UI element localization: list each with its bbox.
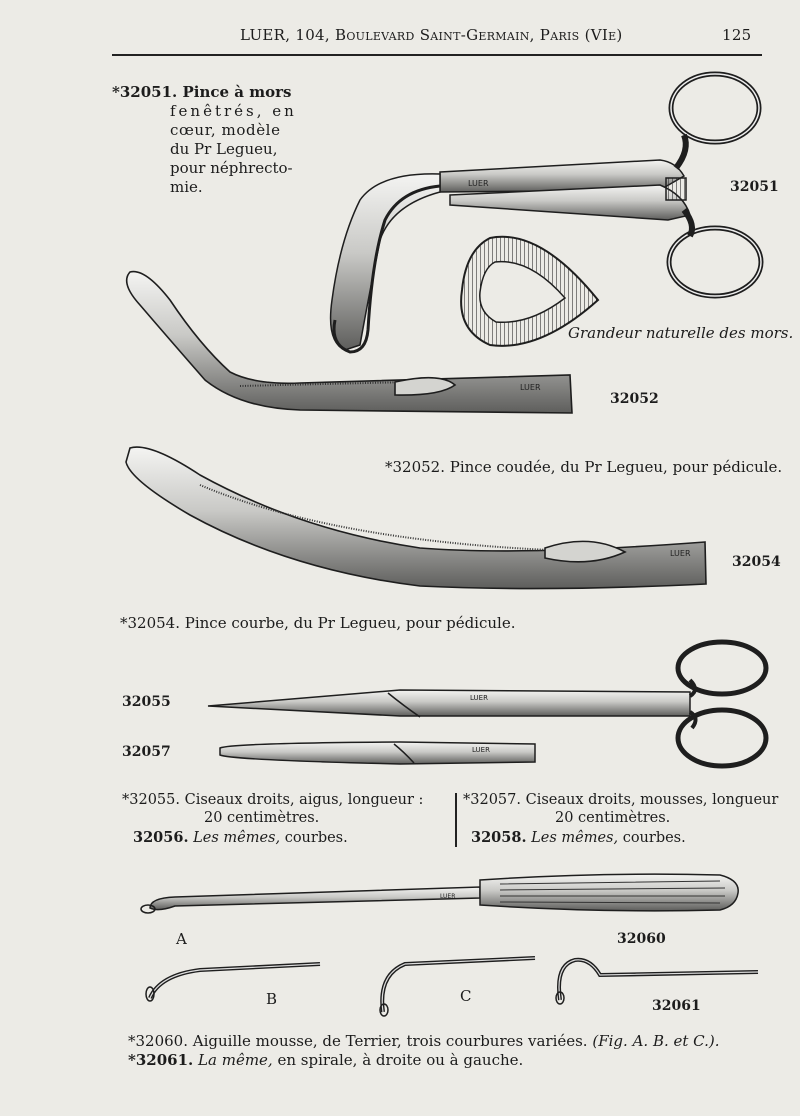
needle-fig-b [146,964,320,1001]
scissors-ring-upper [678,642,766,694]
desc-32061-num: *32061. [128,1051,194,1069]
desc-32060-figs: (Fig. A. B. et C.). [592,1032,720,1050]
ratchet [666,178,686,200]
engraving-32054: LUER [670,549,691,558]
header-address: 104, Boulevard Saint-Germain, Paris (VIe) [295,26,623,44]
needle-fig-c [380,958,535,1016]
engraving-32057: LUER [472,746,490,754]
scissors-right-line1: *32057. Ciseaux droits, mousses, longueur [463,792,779,808]
scissors-right-italic: Les mêmes, [531,830,619,846]
item-32051-line2: fenêtrés, en [170,102,297,120]
scissors-left-italic: Les mêmes, [193,830,281,846]
item-32051-line6: mie. [170,178,203,196]
desc-32054: *32054. Pince courbe, du Pr Legueu, pour pédicule. [120,614,516,632]
desc-32052: *32052. Pince coudée, du Pr Legueu, pour pédicule. [385,458,783,476]
scissors-right-num: 32058. [471,829,527,846]
scissors-right-rest: courbes. [622,830,686,846]
jaw-diagram [461,237,598,346]
forceps-32054 [126,447,706,588]
page-number: 125 [722,26,752,44]
desc-32061-rest: en spirale, à droite ou à gauche. [277,1051,524,1069]
header-maker: LUER [240,26,286,44]
scissors-32057 [220,742,535,764]
needle-32061 [556,960,758,1004]
engraving-32051: LUER [468,179,489,188]
desc-32060-text: *32060. Aiguille mousse, de Terrier, trois courbures variées. [128,1032,588,1050]
scissors-left-rest: courbes. [284,830,348,846]
item-32051-line5: pour néphrecto- [170,159,293,177]
ref-32054: 32054 [732,554,781,570]
scissors-left-line2: 20 centimètres. [204,810,320,826]
scissors-ring-lower [678,710,766,766]
scissors-right-line2: 20 centimètres. [555,810,671,826]
fig-label-c: C [460,987,472,1005]
desc-32061-italic: La même, [198,1051,273,1069]
fig-label-b: B [266,990,278,1008]
engraving-32052: LUER [520,383,541,392]
ref-32060: 32060 [617,931,666,947]
engraving-32060: LUER [440,893,456,900]
scissors-left-num: 32056. [133,829,189,846]
item-32051-line3: cœur, modèle [170,121,281,139]
needle-32060-a [141,874,738,913]
item-32051-line1: *32051. Pince à mors [112,83,292,101]
ref-32061: 32061 [652,998,701,1014]
scissors-left-line1: *32055. Ciseaux droits, aigus, longueur : [122,792,424,808]
engraving-32055: LUER [470,694,488,702]
page-header: LUER, 104, Boulevard Saint-Germain, Paris (VIe) [240,26,623,44]
ref-32055: 32055 [122,694,171,710]
ref-32057: 32057 [122,744,171,760]
jaw-caption: Grandeur naturelle des mors. [568,324,794,342]
item-32051-line4: du Pr Legueu, [170,140,278,158]
needle-handle [480,874,738,911]
ref-32051: 32051 [730,179,779,195]
fig-label-a: A [176,930,187,948]
ref-32052: 32052 [610,391,659,407]
